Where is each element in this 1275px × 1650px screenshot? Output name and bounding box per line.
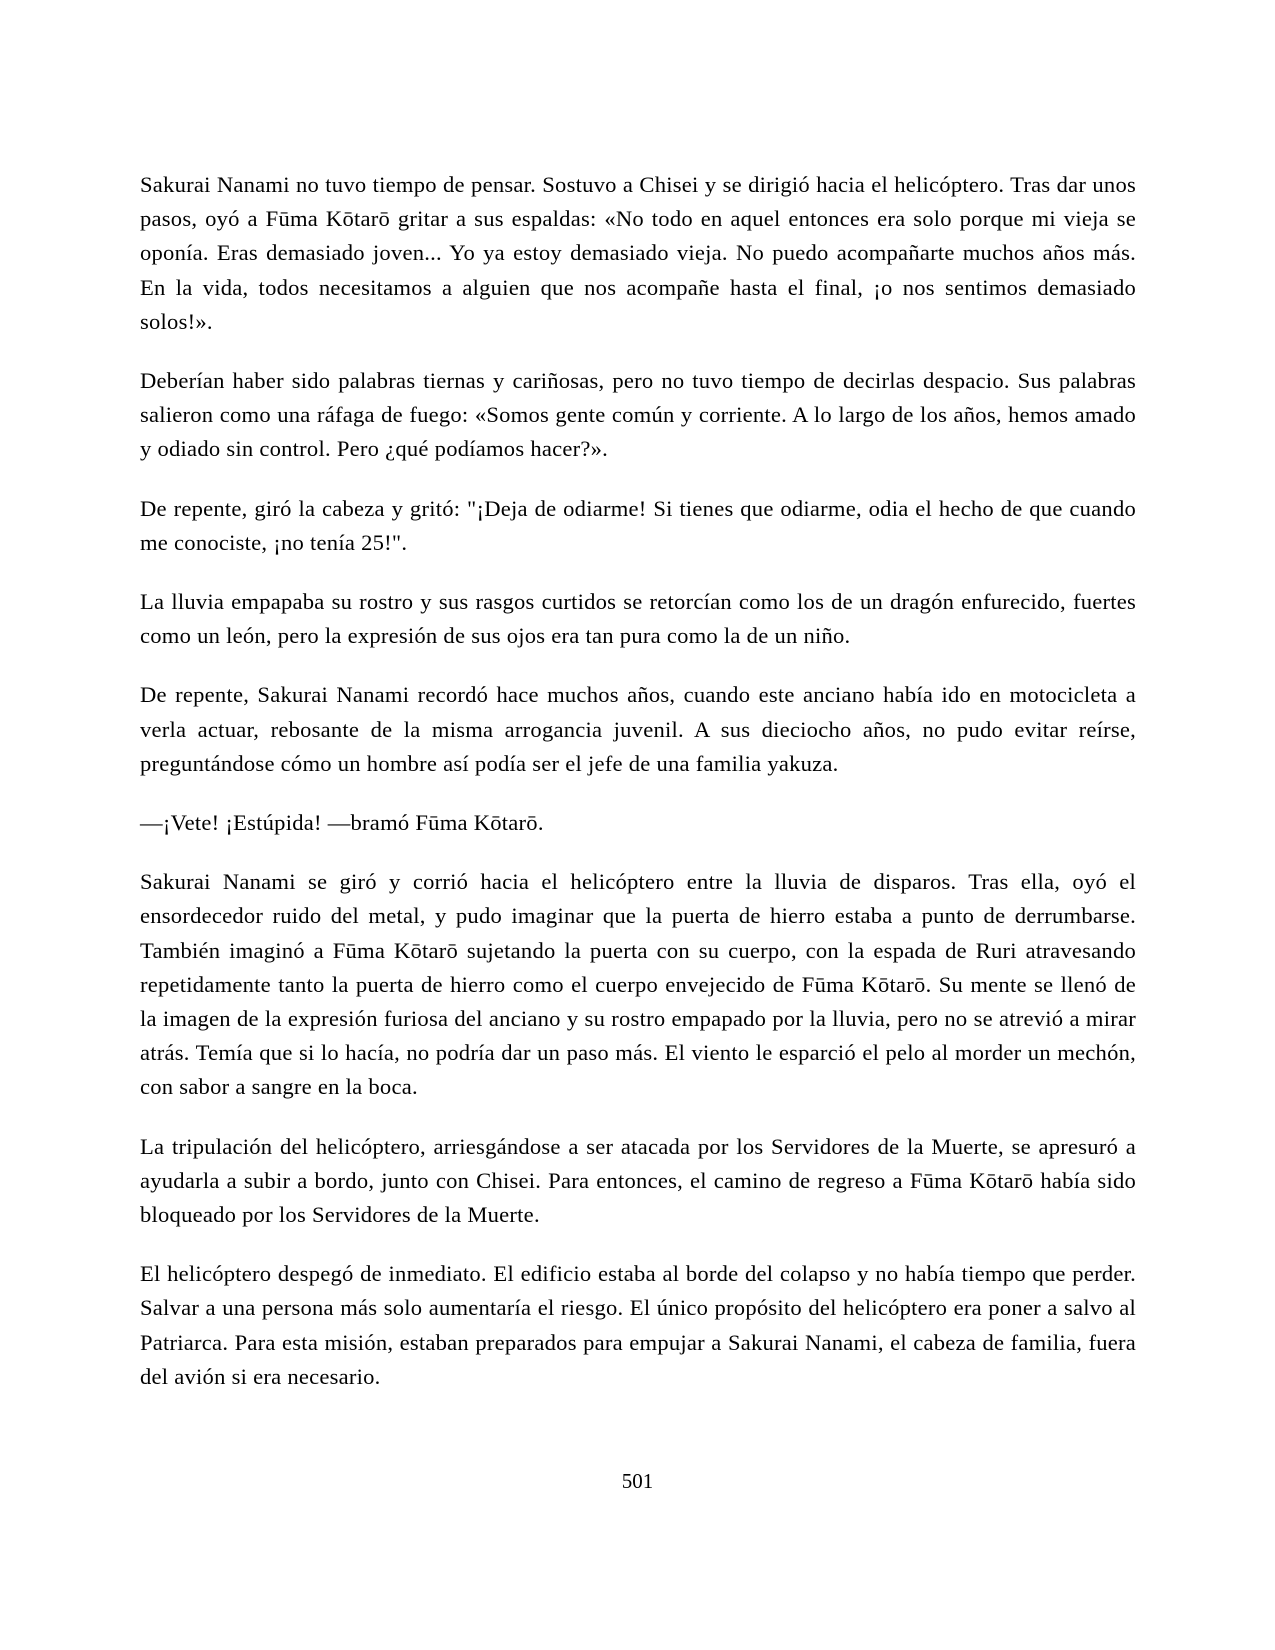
paragraph: Sakurai Nanami se giró y corrió hacia el helicóptero entre la lluvia de disparos. Tras ella, oyó el ensordecedor ruido del metal, y pudo imaginar que la puerta de hierro estaba a punto de derrumbarse. También imaginó a Fūma Kōtarō sujetando la puerta con su cuerpo, con la espada de Ruri atravesando repetidamente tanto la puerta de hierro como el cuerpo envejecido de Fūma Kōtarō. Su mente se llenó de la imagen de la expresión furiosa del anciano y su rostro empapado por la lluvia, pero no se atrevió a mirar atrás. Temía que si lo hacía, no podría dar un paso más. El viento le esparció el pelo al morder un mechón, con sabor a sangre en la boca. xyxy=(140,869,1136,1100)
paragraph: Deberían haber sido palabras tiernas y cariñosas, pero no tuvo tiempo de decirlas despacio. Sus palabras salieron como una ráfaga de fuego: «Somos gente común y corriente. A lo largo de los años, hemos amado y odiado sin control. Pero ¿qué podíamos hacer?». xyxy=(140,368,1136,462)
paragraph: De repente, Sakurai Nanami recordó hace muchos años, cuando este anciano había ido en motocicleta a verla actuar, rebosante de la misma arrogancia juvenil. A sus dieciocho años, no pudo evitar reírse, preguntándose cómo un hombre así podía ser el jefe de una familia yakuza. xyxy=(140,682,1136,776)
page-number: 501 xyxy=(621,1469,654,1493)
paragraph: La lluvia empapaba su rostro y sus rasgos curtidos se retorcían como los de un dragón enfurecido, fuertes como un león, pero la expresión de sus ojos era tan pura como la de un niño. xyxy=(140,589,1136,649)
dialogue-paragraph: —¡Vete! ¡Estúpida! —bramó Fūma Kōtarō. xyxy=(140,810,544,836)
body-text-column xyxy=(140,168,1136,1394)
paragraph: De repente, giró la cabeza y gritó: "¡Deja de odiarme! Si tienes que odiarme, odia el hecho de que cuando me conociste, ¡no tenía 25!". xyxy=(140,495,1136,555)
paragraph: Sakurai Nanami no tuvo tiempo de pensar. Sostuvo a Chisei y se dirigió hacia el helicóptero. Tras dar unos pasos, oyó a Fūma Kōtarō gritar a sus espaldas: «No todo en aquel entonces era solo porque mi vieja se oponía. Eras demasiado joven... Yo ya estoy demasiado vieja. No puedo acompañarte muchos años más. En la vida, todos necesitamos a alguien que nos acompañe hasta el final, ¡o nos sentimos demasiado solos!». xyxy=(140,172,1136,334)
paragraph: La tripulación del helicóptero, arriesgándose a ser atacada por los Servidores de la Muerte, se apresuró a ayudarla a subir a bordo, junto con Chisei. Para entonces, el camino de regreso a Fūma Kōtarō había sido bloqueado por los Servidores de la Muerte. xyxy=(140,1133,1136,1228)
paragraph: El helicóptero despegó de inmediato. El edificio estaba al borde del colapso y no había tiempo que perder. Salvar a una persona más solo aumentaría el riesgo. El único propósito del helicóptero era poner a salvo al Patriarca. Para esta misión, estaban preparados para empujar a Sakurai Nanami, el cabeza de familia, fuera del avión si era necesario. xyxy=(140,1261,1136,1389)
